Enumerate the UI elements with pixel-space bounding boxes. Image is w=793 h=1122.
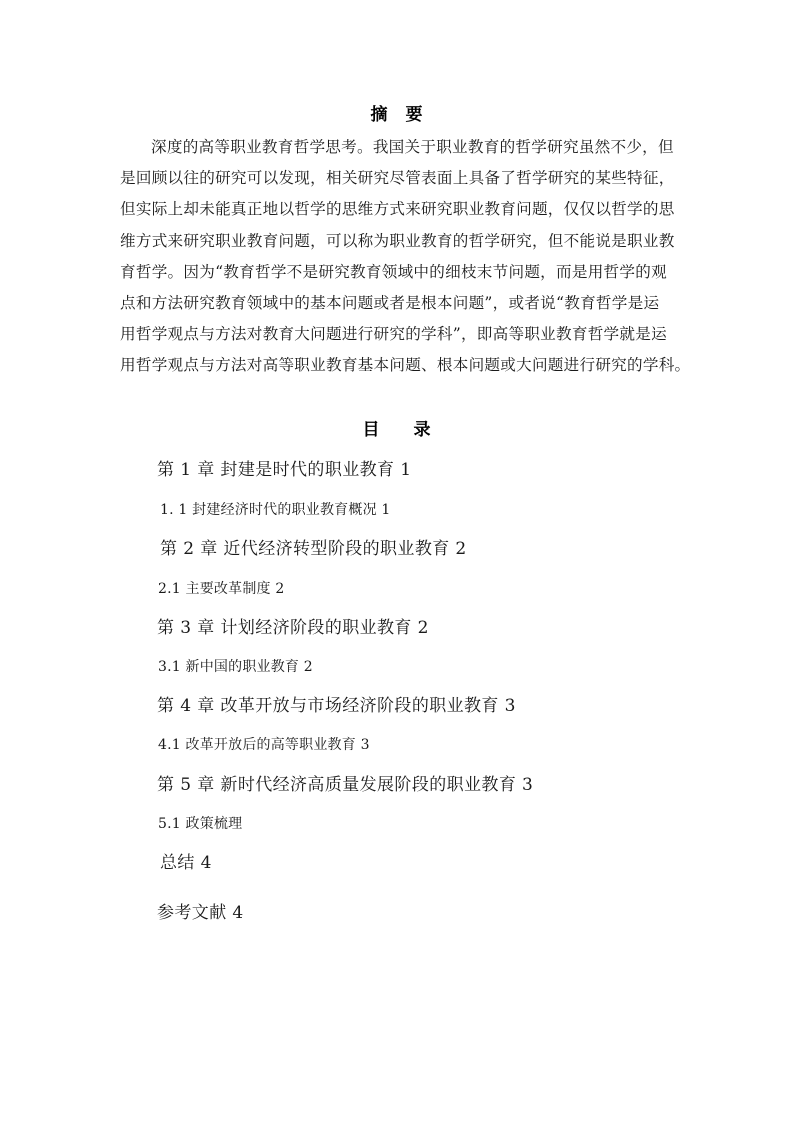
- abstract-paragraph: [120, 132, 691, 382]
- abstract-heading-char-2: 要: [405, 105, 423, 125]
- abstract-heading-char-1: 摘: [370, 105, 388, 125]
- abstract-line: 用哲学观点与方法对教育大问题进行研究的学科”，即高等职业教育哲学就是运: [120, 325, 667, 344]
- toc-entry-summary[interactable]: 总结 4: [160, 853, 212, 873]
- toc-entry-section-1-1[interactable]: 1. 1 封建经济时代的职业教育概况 1: [160, 502, 391, 518]
- toc-entry-chapter-5[interactable]: 第 5 章 新时代经济高质量发展阶段的职业教育 3: [157, 775, 534, 795]
- toc-entry-section-4-1[interactable]: 4.1 改革开放后的高等职业教育 3: [158, 737, 370, 753]
- toc-heading: [0, 420, 793, 440]
- toc-entry-section-3-1[interactable]: 3.1 新中国的职业教育 2: [158, 659, 313, 675]
- abstract-heading: [0, 105, 793, 125]
- abstract-line: 但实际上却未能真正地以哲学的思维方式来研究职业教育问题，仅仅以哲学的思: [120, 200, 675, 219]
- abstract-line: 维方式来研究职业教育问题，可以称为职业教育的哲学研究，但不能说是职业教: [120, 231, 675, 250]
- toc-entry-chapter-2[interactable]: 第 2 章 近代经济转型阶段的职业教育 2: [160, 539, 467, 559]
- toc-entry-chapter-4[interactable]: 第 4 章 改革开放与市场经济阶段的职业教育 3: [157, 696, 516, 716]
- toc-entry-section-2-1[interactable]: 2.1 主要改革制度 2: [158, 581, 285, 597]
- abstract-line: 育哲学。因为“教育哲学不是研究教育领域中的细枝末节问题，而是用哲学的观: [120, 262, 667, 281]
- abstract-line: 深度的高等职业教育哲学思考。我国关于职业教育的哲学研究虽然不少，但: [151, 138, 674, 156]
- toc-entry-section-5-1[interactable]: 5.1 政策梳理: [158, 816, 243, 832]
- toc-heading-char-2: 录: [413, 420, 431, 440]
- abstract-line: 是回顾以往的研究可以发现，相关研究尽管表面上具备了哲学研究的某些特征，: [120, 169, 675, 188]
- abstract-line: 用哲学观点与方法对高等职业教育基本问题、根本问题或大问题进行研究的学科。: [120, 356, 691, 375]
- toc-entry-chapter-1[interactable]: 第 1 章 封建是时代的职业教育 1: [157, 460, 412, 480]
- toc-entry-references[interactable]: 参考文献 4: [157, 903, 244, 923]
- toc-heading-char-1: 目: [362, 420, 380, 440]
- abstract-line: 点和方法研究教育领域中的基本问题或者是根本问题”，或者说“教育哲学是运: [120, 294, 660, 313]
- toc-entry-chapter-3[interactable]: 第 3 章 计划经济阶段的职业教育 2: [157, 618, 429, 638]
